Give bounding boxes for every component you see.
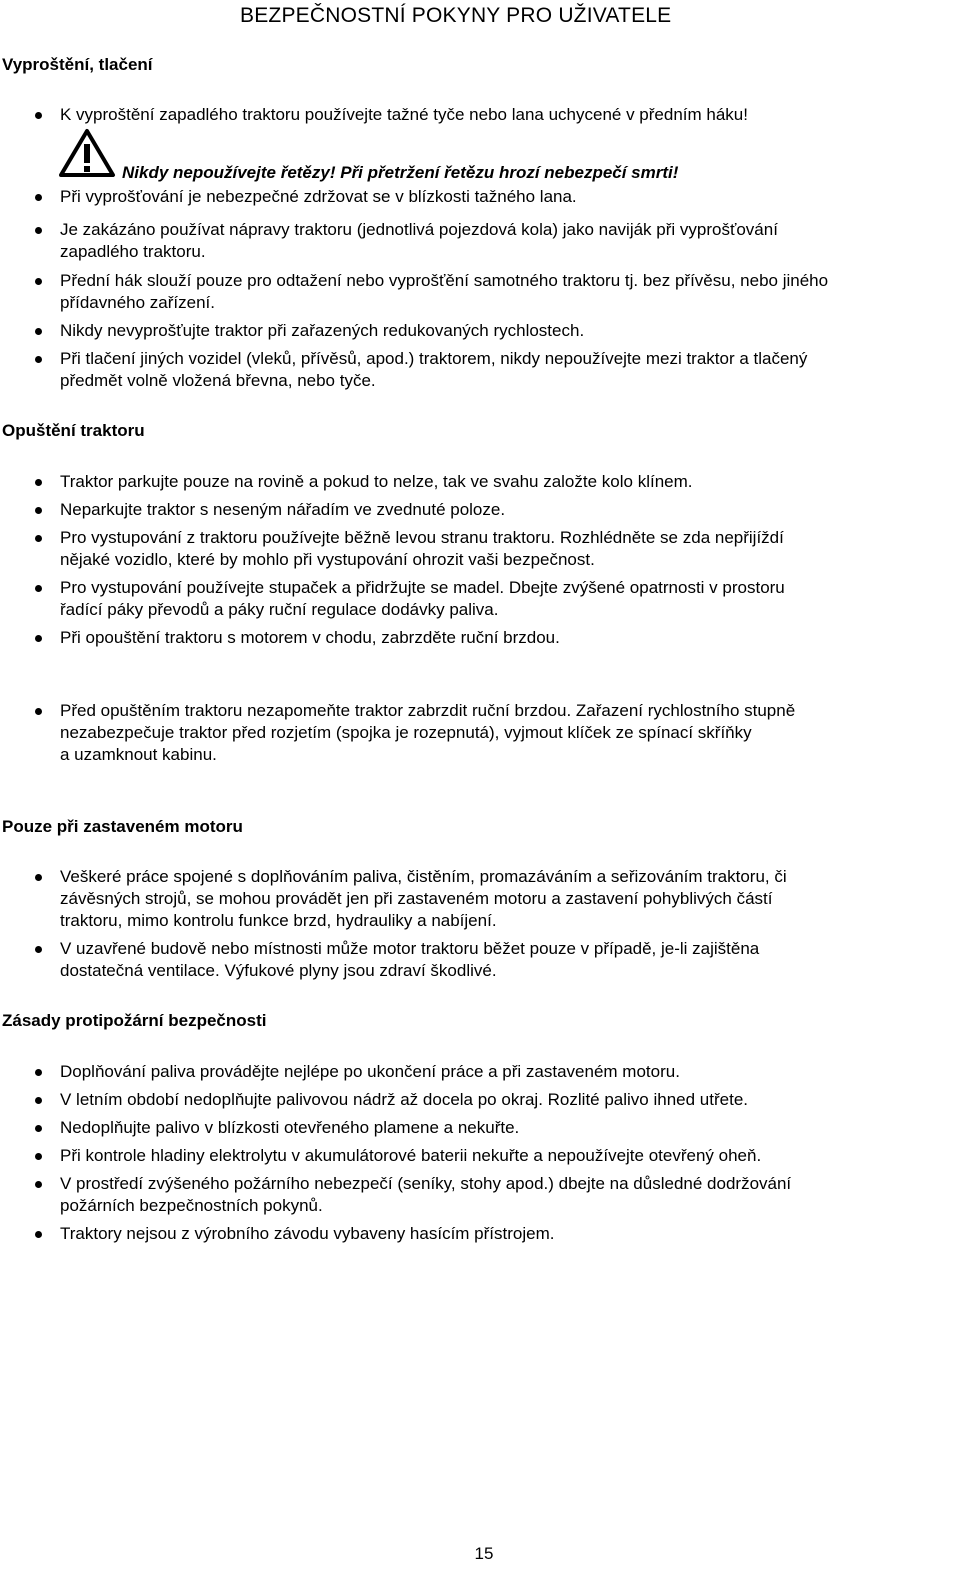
bullet-dot-icon [35,227,42,234]
list-item: Traktor parkujte pouze na rovině a pokud to nelze, tak ve svahu založte kolo klínem. [60,471,960,493]
bullet-dot-icon [35,635,42,642]
warning-triangle-icon [58,128,116,178]
list-item: Doplňování paliva provádějte nejlépe po ukončení práce a při zastaveném motoru. [60,1061,960,1083]
list-item: V prostředí zvýšeného požárního nebezpečí (seníky, stohy apod.) dbejte na důsledné dodržování požárních bezpečnostních pokynů. [60,1173,960,1217]
bullet-dot-icon [35,585,42,592]
list-item: Veškeré práce spojené s doplňováním paliva, čistěním, promazáváním a seřizováním traktoru, či závěsných strojů, se mohou provádět jen při zastaveném motoru a zastavení pohyblivých částí traktoru, mimo kontrolu funkce brzd, hydrauliky a nabíjení. [60,866,960,932]
bullet-dot-icon [35,194,42,201]
bullet-dot-icon [35,874,42,881]
list-item: V letním období nedoplňujte palivovou nádrž až docela po okraj. Rozlité palivo ihned utřete. [60,1089,960,1111]
bullet-dot-icon [35,1231,42,1238]
bullet-dot-icon [35,356,42,363]
list-item: Při vyprošťování je nebezpečné zdržovat se v blízkosti tažného lana. [60,186,960,208]
list-item: Traktory nejsou z výrobního závodu vybaveny hasícím přístrojem. [60,1223,960,1245]
section-heading-vyprosteni: Vyproštění, tlačení [2,55,153,74]
list-item: Pro vystupování z traktoru používejte běžně levou stranu traktoru. Rozhlédněte se zda nepřijíždí nějaké vozidlo, které by mohlo při vystupování ohrozit vaši bezpečnost. [60,527,960,571]
bullet-dot-icon [35,112,42,119]
list-item: Přední hák slouží pouze pro odtažení nebo vyprošťění samotného traktoru tj. bez přívěsu, nebo jiného přídavného zařízení. [60,270,960,314]
bullet-dot-icon [35,1125,42,1132]
list-item: Při tlačení jiných vozidel (vleků, přívěsů, apod.) traktorem, nikdy nepoužívejte mezi traktor a tlačený předmět volně vložená břevna, nebo tyče. [60,348,960,392]
bullet-dot-icon [35,278,42,285]
list-item: Nikdy nevyprošťujte traktor při zařazených redukovaných rychlostech. [60,320,960,342]
bullet-dot-icon [35,535,42,542]
bullet-dot-icon [35,1069,42,1076]
list-item: K vyproštění zapadlého traktoru používejte tažné tyče nebo lana uchycené v předním háku! [60,104,960,126]
bullet-dot-icon [35,1097,42,1104]
warning-text: Nikdy nepoužívejte řetězy! Při přetržení řetězu hrozí nebezpečí smrti! [122,163,679,182]
list-item: Při kontrole hladiny elektrolytu v akumulátorové baterii nekuřte a nepoužívejte otevřený oheň. [60,1145,960,1167]
list-item: Nedoplňujte palivo v blízkosti otevřeného plamene a nekuřte. [60,1117,960,1139]
list-item: V uzavřené budově nebo místnosti může motor traktoru běžet pouze v případě, je-li zajištěna dostatečná ventilace. Výfukové plyny jsou zdraví škodlivé. [60,938,960,982]
bullet-dot-icon [35,1153,42,1160]
section-heading-zastaveny: Pouze při zastaveném motoru [2,817,243,836]
page-title: BEZPEČNOSTNÍ POKYNY PRO UŽIVATELE [240,4,672,27]
bullet-dot-icon [35,1181,42,1188]
bullet-dot-icon [35,328,42,335]
list-item: Pro vystupování používejte stupaček a přidržujte se madel. Dbejte zvýšené opatrnosti v prostoru řadící páky převodů a páky ruční regulace dodávky paliva. [60,577,960,621]
list-item: Je zakázáno používat nápravy traktoru (jednotlivá pojezdová kola) jako naviják při vyprošťování zapadlého traktoru. [60,219,960,263]
page-number: 15 [474,1544,494,1563]
bullet-dot-icon [35,479,42,486]
section-heading-opusteni: Opuštění traktoru [2,421,145,440]
bullet-dot-icon [35,507,42,514]
section-heading-pozarni: Zásady protipožární bezpečnosti [2,1011,267,1030]
bullet-dot-icon [35,946,42,953]
list-item: Při opouštění traktoru s motorem v chodu, zabrzděte ruční brzdou. [60,627,960,649]
list-item: Před opuštěním traktoru nezapomeňte traktor zabrzdit ruční brzdou. Zařazení rychlostního stupně nezabezpečuje traktor před rozjetím (spojka je rozepnutá), vyjmout klíček ze spínací skříňky a uzamknout kabinu. [60,700,960,766]
list-item: Neparkujte traktor s neseným nářadím ve zvednuté poloze. [60,499,960,521]
bullet-dot-icon [35,708,42,715]
